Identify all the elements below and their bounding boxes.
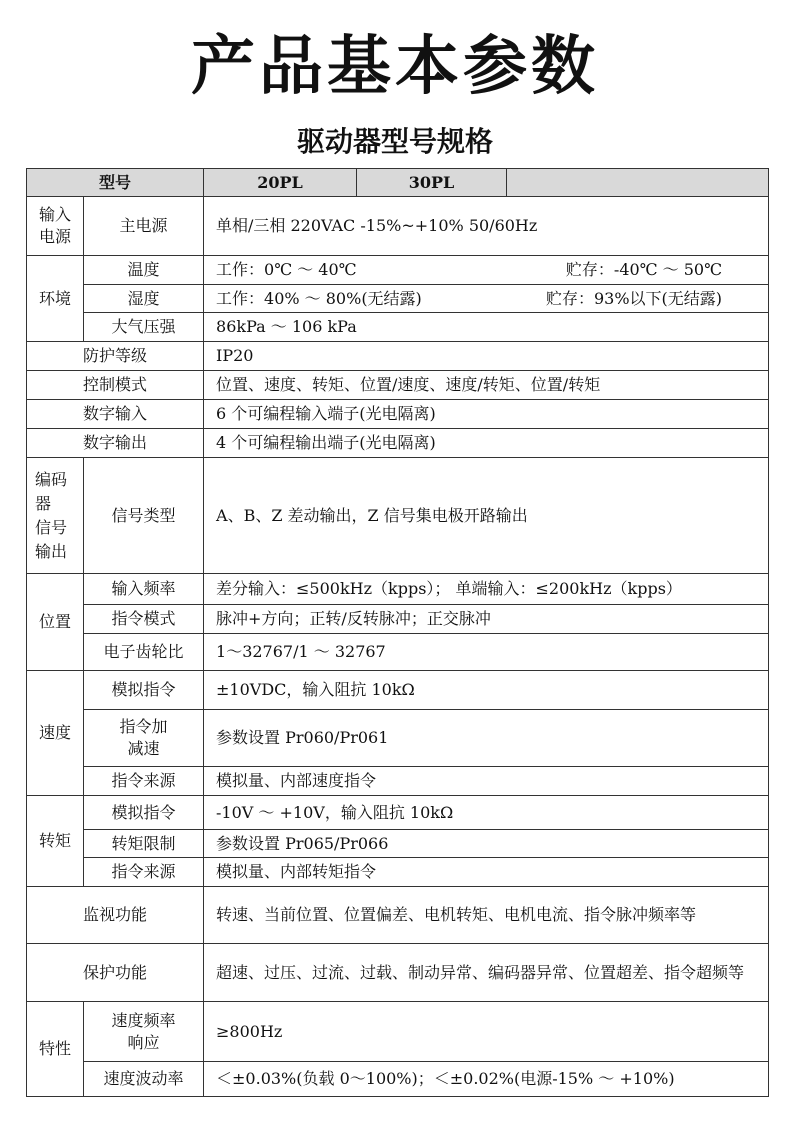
group-label-environment: 环境 [27, 256, 84, 342]
row-value-speed-source: 模拟量、内部速度指令 [204, 767, 769, 796]
row-label-signal-type: 信号类型 [84, 458, 204, 574]
row-label-torque-limit: 转矩限制 [84, 830, 204, 858]
row-value-speed-analog: ±10VDC，输入阻抗 10kΩ [204, 671, 769, 710]
table-row [27, 285, 769, 313]
table-row [27, 313, 769, 342]
table-row [27, 796, 769, 830]
table-row [27, 400, 769, 429]
table-row [27, 887, 769, 944]
table-row [27, 197, 769, 256]
row-label-main-power: 主电源 [84, 197, 204, 256]
table-row [27, 634, 769, 671]
group-label-characteristics: 特性 [27, 1002, 84, 1097]
row-value-main-power: 单相/三相 220VAC -15%~+10% 50/60Hz [204, 197, 769, 256]
spec-table [26, 168, 769, 1097]
row-value-speed-fluctuation: ＜±0.03%(负载 0～100%)；＜±0.02%(电源-15% ～ +10%) [204, 1062, 769, 1097]
table-row [27, 458, 769, 574]
row-label-temperature: 温度 [84, 256, 204, 285]
row-label-speed-analog: 模拟指令 [84, 671, 204, 710]
row-label-humidity: 湿度 [84, 285, 204, 313]
header-model-20pl: 20PL [204, 169, 357, 197]
row-label-gear-ratio: 电子齿轮比 [84, 634, 204, 671]
group-label-encoder: 编码 器 信号 输出 [27, 458, 84, 574]
row-label-monitor: 监视功能 [27, 887, 204, 944]
page-title: 产品基本参数 [191, 30, 599, 104]
table-row [27, 429, 769, 458]
header-model-label: 型号 [27, 169, 204, 197]
table-row [27, 1062, 769, 1097]
row-value-torque-limit: 参数设置 Pr065/Pr066 [204, 830, 769, 858]
row-label-speed-accel: 指令加 减速 [84, 710, 204, 767]
row-label-input-frequency: 输入频率 [84, 574, 204, 605]
row-value-pressure: 86kPa ～ 106 kPa [204, 313, 769, 342]
table-row [27, 342, 769, 371]
row-label-command-mode: 指令模式 [84, 605, 204, 634]
row-value-torque-analog: -10V ～ +10V，输入阻抗 10kΩ [204, 796, 769, 830]
group-label-power: 输入 电源 [27, 197, 84, 256]
header-model-empty [507, 169, 769, 197]
row-label-torque-source: 指令来源 [84, 858, 204, 887]
table-row [27, 256, 769, 285]
row-value-protection-level: IP20 [204, 342, 769, 371]
row-value-digital-input: 6 个可编程输入端子(光电隔离) [204, 400, 769, 429]
row-label-speed-source: 指令来源 [84, 767, 204, 796]
row-value-temperature [204, 256, 769, 285]
table-row [27, 944, 769, 1002]
group-label-torque: 转矩 [27, 796, 84, 887]
humidity-work: 工作：40% ～ 80%(无结露) [216, 288, 422, 308]
table-row [27, 605, 769, 634]
row-label-protect: 保护功能 [27, 944, 204, 1002]
row-label-torque-analog: 模拟指令 [84, 796, 204, 830]
row-value-digital-output: 4 个可编程输出端子(光电隔离) [204, 429, 769, 458]
group-label-position: 位置 [27, 574, 84, 671]
row-value-gear-ratio: 1～32767/1 ～ 32767 [204, 634, 769, 671]
row-label-pressure: 大气压强 [84, 313, 204, 342]
row-value-speed-accel: 参数设置 Pr060/Pr061 [204, 710, 769, 767]
row-label-speed-response: 速度频率 响应 [84, 1002, 204, 1062]
row-label-speed-fluctuation: 速度波动率 [84, 1062, 204, 1097]
table-row [27, 574, 769, 605]
table-row [27, 767, 769, 796]
table-row [27, 1002, 769, 1062]
row-label-protection-level: 防护等级 [27, 342, 204, 371]
row-value-protect: 超速、过压、过流、过载、制动异常、编码器异常、位置超差、指令超频等 [204, 944, 769, 1002]
table-subtitle: 驱动器型号规格 [296, 125, 493, 158]
temperature-work: 工作：0℃ ～ 40℃ [216, 260, 357, 279]
table-row [27, 830, 769, 858]
row-value-signal-type: A、B、Z 差动输出，Z 信号集电极开路输出 [204, 458, 769, 574]
row-value-monitor: 转速、当前位置、位置偏差、电机转矩、电机电流、指令脉冲频率等 [204, 887, 769, 944]
row-value-input-frequency: 差分输入：≤500kHz（kpps）； 单端输入：≤200kHz（kpps） [204, 574, 769, 605]
row-value-torque-source: 模拟量、内部转矩指令 [204, 858, 769, 887]
temperature-store: 贮存：-40℃ ～ 50℃ [565, 260, 723, 279]
row-value-control-mode: 位置、速度、转矩、位置/速度、速度/转矩、位置/转矩 [204, 371, 769, 400]
table-row [27, 371, 769, 400]
group-label-speed: 速度 [27, 671, 84, 796]
row-label-control-mode: 控制模式 [27, 371, 204, 400]
row-value-humidity [204, 285, 769, 313]
table-header-row [27, 169, 769, 197]
humidity-store: 贮存：93%以下(无结露) [545, 288, 723, 308]
row-label-digital-output: 数字输出 [27, 429, 204, 458]
row-value-command-mode: 脉冲+方向；正转/反转脉冲；正交脉冲 [204, 605, 769, 634]
table-row [27, 671, 769, 710]
table-row [27, 710, 769, 767]
row-label-digital-input: 数字输入 [27, 400, 204, 429]
row-value-speed-response: ≥800Hz [204, 1002, 769, 1062]
table-row [27, 858, 769, 887]
header-model-30pl: 30PL [357, 169, 507, 197]
